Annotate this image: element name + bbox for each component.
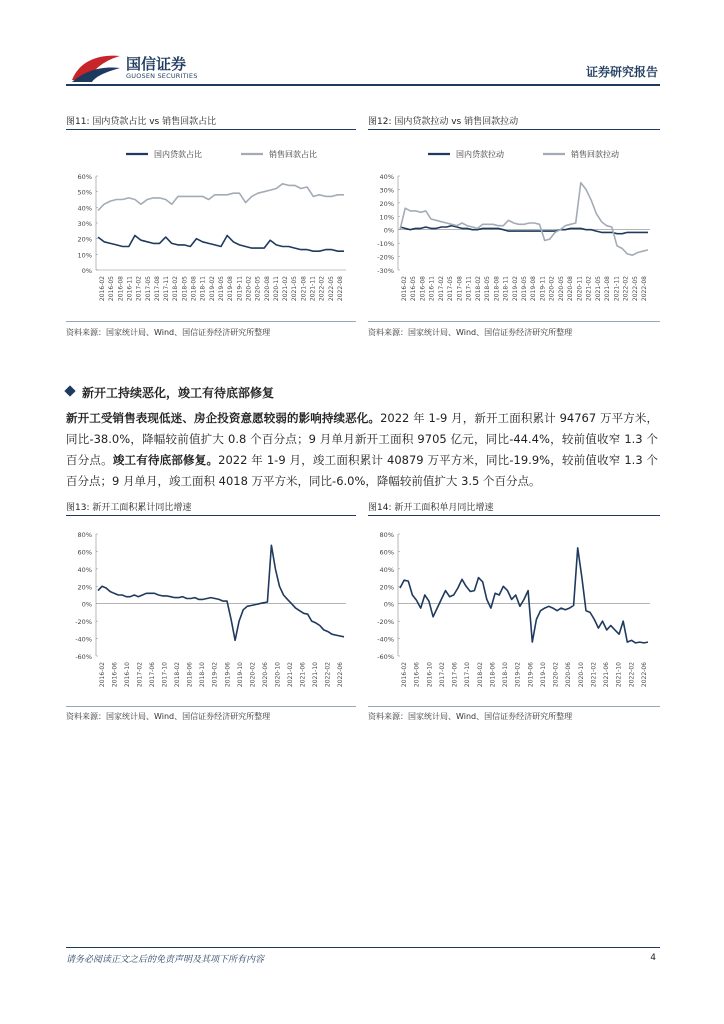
x-tick-label-14: 2020-10 — [274, 662, 282, 688]
y-tick-label-7: 40% — [379, 173, 394, 181]
x-tick-label-10: 2018-08 — [493, 276, 501, 302]
x-tick-label-25: 2022-05 — [327, 276, 335, 302]
x-tick-label-3: 2017-02 — [438, 662, 446, 688]
x-tick-label-0: 2016-02 — [401, 276, 408, 302]
x-tick-label-10: 2018-08 — [190, 276, 198, 302]
y-tick-label-3: 0% — [383, 226, 394, 235]
y-tick-label-3: 0% — [81, 600, 92, 609]
y-tick-label-2: -10% — [377, 240, 394, 249]
x-tick-label-2: 2016-10 — [426, 662, 434, 688]
section-title: 新开工持续恶化，竣工有待底部修复 — [82, 386, 275, 400]
series-line-0 — [400, 548, 648, 643]
x-tick-label-8: 2018-02 — [172, 276, 180, 302]
y-tick-label-4: 20% — [379, 583, 394, 592]
x-tick-label-3: 2016-11 — [126, 276, 134, 302]
y-tick-label-4: 20% — [77, 583, 92, 592]
x-tick-label-17: 2021-10 — [615, 662, 623, 688]
figure-11-chart — [66, 136, 356, 314]
figure-13-source-rule — [66, 706, 356, 707]
legend-label-0: 国内贷款拉动 — [456, 150, 504, 159]
x-tick-label-26: 2022-08 — [337, 276, 344, 302]
y-tick-label-0: -60% — [377, 653, 394, 661]
y-tick-label-4: 40% — [77, 204, 92, 213]
figure-12-chart — [368, 136, 660, 314]
series-line-0 — [98, 545, 344, 640]
x-tick-label-16: 2021-06 — [299, 662, 307, 688]
x-tick-label-1: 2016-05 — [108, 276, 116, 302]
y-tick-label-6: 60% — [77, 548, 92, 557]
y-tick-label-5: 20% — [379, 199, 394, 208]
x-tick-label-19: 2020-11 — [272, 276, 280, 302]
x-tick-label-7: 2018-06 — [186, 662, 194, 688]
x-tick-label-5: 2017-05 — [447, 276, 455, 302]
x-tick-label-3: 2017-02 — [136, 662, 144, 688]
x-tick-label-6: 2018-02 — [476, 662, 484, 688]
x-tick-label-5: 2017-05 — [144, 276, 152, 302]
x-tick-label-16: 2020-02 — [245, 276, 253, 302]
x-tick-label-2: 2016-10 — [124, 662, 132, 688]
x-tick-label-21: 2021-05 — [594, 276, 602, 302]
page-number: 4 — [650, 953, 656, 963]
x-tick-label-16: 2021-06 — [603, 662, 611, 688]
figure-13-chart — [66, 522, 356, 700]
x-tick-label-5: 2017-10 — [161, 662, 169, 688]
x-tick-label-11: 2018-11 — [199, 276, 207, 302]
x-tick-label-14: 2019-08 — [227, 276, 235, 302]
x-tick-label-10: 2019-06 — [224, 662, 232, 688]
series-line-0 — [98, 236, 344, 252]
x-tick-label-3: 2016-11 — [428, 276, 436, 302]
y-tick-label-0: 0% — [81, 267, 92, 275]
figure-14-chart — [368, 522, 660, 700]
x-tick-label-8: 2018-02 — [474, 276, 482, 302]
x-tick-label-18: 2020-08 — [263, 276, 271, 302]
para-text-2: 2022 年 1-9 月，竣工面积累计 40879 万平方米，同比-19.9%，较前值收窄 1.3 个百分点；9 月单月，竣工面积 4018 万平方米，同比-6.0%，降幅较前值扩大 3.5 个百分点。 — [66, 453, 658, 488]
series-line-1 — [400, 183, 648, 256]
x-tick-label-19: 2020-11 — [576, 276, 584, 302]
x-tick-label-20: 2021-02 — [585, 276, 593, 302]
x-tick-label-17: 2020-05 — [557, 276, 565, 302]
legend-label-1: 销售回款拉动 — [571, 150, 619, 159]
x-tick-label-17: 2021-10 — [311, 662, 319, 688]
x-tick-label-12: 2020-02 — [249, 662, 257, 688]
figure-12-source-rule — [368, 321, 660, 322]
y-tick-label-1: 10% — [77, 251, 92, 260]
x-tick-label-9: 2018-05 — [181, 276, 189, 302]
legend-label-0: 国内贷款占比 — [154, 150, 202, 159]
y-tick-label-1: -40% — [377, 635, 394, 644]
y-tick-label-7: 80% — [379, 531, 394, 539]
x-tick-label-4: 2017-06 — [149, 662, 157, 688]
y-tick-label-2: -20% — [377, 618, 394, 627]
x-tick-label-11: 2019-10 — [236, 662, 244, 688]
x-tick-label-12: 2019-02 — [511, 276, 519, 302]
x-tick-label-10: 2019-06 — [527, 662, 535, 688]
x-tick-label-18: 2022-02 — [628, 662, 636, 688]
y-tick-label-0: -60% — [75, 653, 92, 661]
x-tick-label-8: 2018-10 — [199, 662, 207, 688]
y-tick-label-6: 60% — [77, 173, 92, 181]
x-tick-label-11: 2019-10 — [539, 662, 547, 688]
y-tick-label-0: -30% — [377, 267, 394, 275]
figure-11-rule — [66, 129, 356, 130]
x-tick-label-0: 2016-02 — [99, 662, 106, 688]
figure-13-source: 资料来源：国家统计局、Wind、国信证券经济研究所整理 — [66, 712, 271, 721]
x-tick-label-17: 2020-05 — [254, 276, 262, 302]
figure-14-source: 资料来源：国家统计局、Wind、国信证券经济研究所整理 — [368, 712, 573, 721]
x-tick-label-24: 2022-02 — [622, 276, 630, 302]
x-tick-label-4: 2017-02 — [437, 276, 445, 302]
x-tick-label-9: 2019-02 — [211, 662, 219, 688]
para-text-1: 2022 年 1-9 月，新开工面积累计 94767 万平方米，同比-38.0%，降幅较前值扩大 0.8 个百分点；9 月单月新开工面积 9705 亿元，同比-44.4%，较前值收窄 1.3 个百分点。 — [66, 411, 658, 467]
y-tick-label-2: -20% — [75, 618, 92, 627]
figure-11-source-rule — [66, 321, 356, 322]
figure-13-rule — [66, 515, 356, 516]
x-tick-label-26: 2022-08 — [641, 276, 648, 302]
x-tick-label-19: 2022-06 — [337, 662, 344, 688]
x-tick-label-22: 2021-08 — [300, 276, 308, 302]
y-tick-label-6: 30% — [379, 186, 394, 195]
para-bold-2: 竣工有待底部修复。 — [112, 453, 219, 467]
x-tick-label-15: 2019-11 — [539, 276, 547, 302]
guosen-logo-icon — [70, 50, 122, 84]
x-tick-label-9: 2019-02 — [514, 662, 522, 688]
logo-subtitle: GUOSEN SECURITIES — [126, 72, 198, 80]
x-tick-label-18: 2020-08 — [567, 276, 575, 302]
section-paragraph — [66, 408, 658, 492]
x-tick-label-4: 2017-02 — [135, 276, 143, 302]
x-tick-label-7: 2018-06 — [489, 662, 497, 688]
x-tick-label-15: 2021-02 — [286, 662, 294, 688]
x-tick-label-18: 2022-02 — [324, 662, 332, 688]
x-tick-label-13: 2019-05 — [521, 276, 528, 302]
x-tick-label-2: 2016-08 — [117, 276, 125, 302]
y-tick-label-5: 40% — [379, 565, 394, 574]
x-tick-label-8: 2018-10 — [502, 662, 510, 688]
section-bullet-icon — [64, 385, 75, 396]
y-tick-label-4: 10% — [379, 213, 394, 222]
figure-14-rule — [368, 515, 660, 516]
legend-label-1: 销售回款占比 — [269, 150, 317, 159]
x-tick-label-1: 2016-06 — [413, 662, 421, 688]
x-tick-label-0: 2016-02 — [401, 662, 408, 688]
x-tick-label-22: 2021-08 — [604, 276, 612, 302]
figure-11-source: 资料来源：国家统计局、Wind、国信证券经济研究所整理 — [66, 328, 271, 337]
x-tick-label-23: 2021-11 — [613, 276, 621, 302]
figure-11-title: 图11: 国内贷款占比 vs 销售回款占比 — [66, 117, 217, 127]
x-tick-label-7: 2017-11 — [163, 276, 171, 302]
x-tick-label-13: 2019-05 — [218, 276, 225, 302]
y-tick-label-5: 50% — [77, 188, 92, 197]
x-tick-label-16: 2020-02 — [548, 276, 556, 302]
header-rule — [66, 84, 660, 86]
y-tick-label-1: -20% — [377, 253, 394, 262]
x-tick-label-19: 2022-06 — [641, 662, 648, 688]
x-tick-label-6: 2017-08 — [456, 276, 464, 302]
x-tick-label-2: 2016-08 — [419, 276, 427, 302]
series-line-1 — [98, 184, 344, 211]
y-tick-label-1: -40% — [75, 635, 92, 644]
x-tick-label-20: 2021-02 — [282, 276, 290, 302]
x-tick-label-6: 2018-02 — [174, 662, 182, 688]
x-tick-label-15: 2021-02 — [590, 662, 598, 688]
x-tick-label-14: 2019-08 — [530, 276, 538, 302]
figure-14-source-rule — [368, 706, 660, 707]
figure-12-rule — [368, 129, 660, 130]
x-tick-label-23: 2021-11 — [309, 276, 317, 302]
figure-13-title: 图13: 新开工面积累计同比增速 — [66, 503, 192, 513]
y-tick-label-3: 30% — [77, 220, 92, 228]
y-tick-label-2: 20% — [77, 235, 92, 244]
para-bold-1: 新开工受销售表现低迷、房企投资意愿较弱的影响持续恶化。 — [66, 411, 381, 425]
x-tick-label-0: 2016-02 — [99, 276, 106, 302]
x-tick-label-13: 2020-06 — [261, 662, 269, 688]
figure-12-title: 图12: 国内贷款拉动 vs 销售回款拉动 — [368, 117, 519, 127]
x-tick-label-4: 2017-06 — [451, 662, 459, 688]
x-tick-label-1: 2016-05 — [410, 276, 418, 302]
x-tick-label-14: 2020-10 — [577, 662, 585, 688]
footer-rule — [66, 947, 660, 948]
figure-14-title: 图14: 新开工面积单月同比增速 — [368, 503, 494, 513]
x-tick-label-9: 2018-05 — [484, 276, 492, 302]
x-tick-label-24: 2022-02 — [318, 276, 326, 302]
report-type: 证券研究报告 — [585, 65, 658, 79]
x-tick-label-25: 2022-05 — [631, 276, 639, 302]
y-tick-label-7: 80% — [77, 531, 92, 539]
x-tick-label-5: 2017-10 — [464, 662, 472, 688]
figure-12-source: 资料来源：国家统计局、Wind、国信证券经济研究所整理 — [368, 328, 573, 337]
y-tick-label-6: 60% — [379, 548, 394, 557]
x-tick-label-12: 2019-02 — [208, 276, 216, 302]
x-tick-label-6: 2017-08 — [153, 276, 161, 302]
footer-disclaimer: 请务必阅读正文之后的免责声明及其项下所有内容 — [66, 955, 265, 965]
x-tick-label-7: 2017-11 — [465, 276, 473, 302]
x-tick-label-21: 2021-05 — [291, 276, 299, 302]
logo-text: 国信证券 — [126, 55, 187, 73]
x-tick-label-1: 2016-06 — [111, 662, 119, 688]
x-tick-label-13: 2020-06 — [565, 662, 573, 688]
x-tick-label-11: 2018-11 — [502, 276, 510, 302]
x-tick-label-12: 2020-02 — [552, 662, 560, 688]
y-tick-label-3: 0% — [383, 600, 394, 609]
x-tick-label-15: 2019-11 — [236, 276, 244, 302]
y-tick-label-5: 40% — [77, 565, 92, 574]
